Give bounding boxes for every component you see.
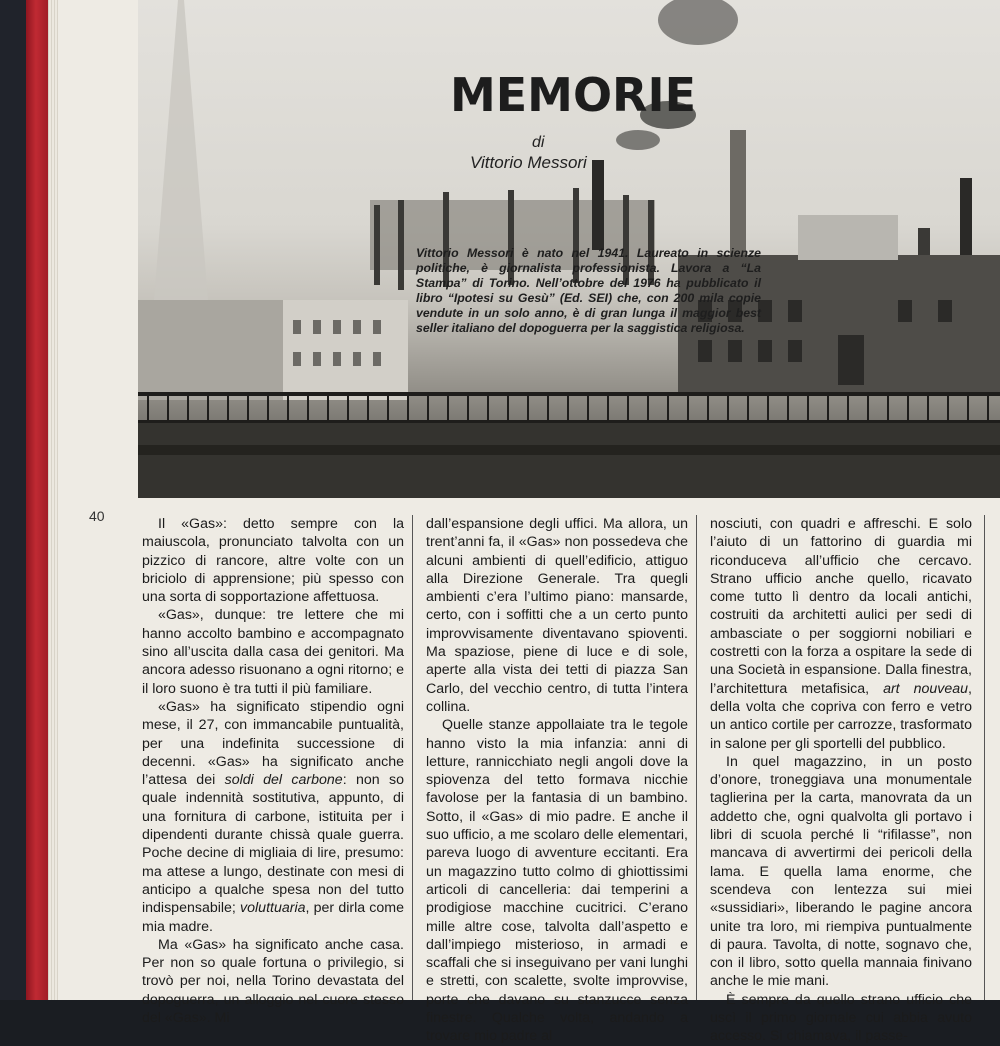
page-number: 40 [89,508,105,524]
author-caption [416,246,761,337]
column-rule [696,515,697,1000]
book-cover-edge [26,0,48,1000]
paragraph-text: : non so quale indennità sostitutiva, appunto, di una fornitura di carbone, istituita per i dipendenti durante chissà quale guerra. Poche decine di migliaia di lire, presumo: ma attese a lungo, destinate con mesi di anticipo a qualche spesa non del tutto indispensabile; [142,772,404,917]
italic-phrase: art nouveau [883,680,969,697]
paragraph-text: «Gas» ha significato stipendio ogni mese, il 27, con immancabile puntualità, per una indefinita successione di decenni. «Gas» ha significato anche l’attesa dei [142,698,404,789]
author-caption-text: Vittorio Messori è nato nel 1941. Laureato in scienze politiche, è giornalista professionista. Lavora a “La Stampa” di Torino. Nell’ottobre del 1976 ha pubblicato il libro “Ipotesi su Gesù” (Ed. SEI) che, con 200 mila copie vendute in un solo anno, è di gran lunga il maggior best seller italiano del dopoguerra per la saggistica religiosa. [416,246,761,336]
header-photo [138,0,1000,498]
paragraph [142,698,404,936]
article-column-3 [710,515,972,1045]
paragraph-text: nosciuti, con quadri e affreschi. E solo l’aiuto di un fattorino di guardia mi riconduceva all’ufficio che cercavo. Strano ufficio anche quello, ricavato come tutto lì dentro da locali antichi, costruiti da architetti aulici per sedi di ambasciate o per soggiorni nobiliari e costretti con la forza a ospitare la sede di una Società in espansione. Dalla finestra, l’architettura metafisica, [710,516,972,697]
article-column-2 [426,515,688,1045]
byline-di: di [532,134,545,151]
column-rule [984,515,985,1000]
paragraph-text: , per dirla come mia madre. [142,900,404,935]
paragraph: Il «Gas»: detto sempre con la maiuscola, pronunciato talvolta con un pizzico di rancore, altre volte con un briciolo di apprensione; più spesso con una sorta di sopportazione affettuosa. [142,516,404,606]
italic-phrase: soldi del carbone [224,772,343,789]
byline-author: Vittorio Messori [470,153,587,172]
book-binding [0,0,26,1000]
article-title: MEMORIE [449,68,697,122]
paragraph: Ma «Gas» ha significato anche casa. Per non so quale fortuna o privilegio, si trovò per noi, nella Torino devastata del dopoguerra, un alloggio nel cuore stesso del «Gas». Mi [142,936,404,1027]
column-rule [412,515,413,1000]
italic-phrase: voluttuaria [240,900,306,917]
paragraph [710,515,972,753]
paragraph: dall’espansione degli uffici. Ma allora, un trent’anni fa, il «Gas» non possedeva che alcuni ambienti di quell’edificio, attiguo alla Direzione Generale. Tra quegli ambienti c’era l’ultimo piano: mansarde, certo, con i soffitti che a un certo punto improvvisamente diventavano spioventi. Ma spaziose, piene di luce e di sole, aperte alla vista dei tetti di piazza San Carlo, del vecchio centro, di tutta l’intera collina. [426,516,688,715]
paragraph: In quel magazzino, in un posto d’onore, troneggiava una monumentale taglierina per la carta, manovrata da un addetto che, ogni qualvolta gli portavo i libri di scuola perché li “rifilasse”, non mancava di avvertirmi dei pericoli della lama. E quella lama enorme, che scendeva con lentezza sui miei «sussidiari», liberando le pagine ancora unite tra loro, mi riempiva puntualmente di paura. Tavolta, di notte, sognavo che, con il libro, sotto quella mannaia finivano anche le mie mani. [710,753,972,990]
magazine-page [58,0,1000,1045]
page-edges [48,0,58,1000]
paragraph-text: , della volta che copriva con ferro e vetro un antico cortile per carrozze, trasformato in salone per gli sportelli del pubblico. [710,680,972,752]
article-column-1 [142,515,404,1027]
paragraph: È sempre da quello strano ufficio che uscì il primo giornale cui abbia avuto accesso. Si chiamava, il passe- [710,991,972,1045]
paragraph: Quelle stanze appollaiate tra le tegole hanno visto la mia infanzia: anni di letture, rannicchiato negli angoli dove la spiovenza del tetto formava nicchie favolose per la fantasia di un bambino. Sotto, il «Gas» di mio padre. E anche il suo ufficio, a me scolaro delle elementari, pareva luogo di avventure eccitanti. Era un magazzino tutto colmo di ghiottissimi articoli di cancelleria: dai temperini a prodigiose macchine cucitrici. C’erano mille altre cose, talvolta dall’aspetto e dall’impiego misterioso, in armadi e scaffali che si inseguivano per vani lunghi e stretti, con scalette, svolte improvvise, porte che davano su stanzucce senza finestre. Qualche volta, andando a trovare mio padre al [426,717,688,1045]
paragraph: «Gas», dunque: tre lettere che mi hanno accolto bambino e accompagnato sino all’uscita dalla casa dei genitori. Ma ancora adesso risuonano a ogni ritorno; e il loro suono è tra tutti il più familiare. [142,607,404,697]
